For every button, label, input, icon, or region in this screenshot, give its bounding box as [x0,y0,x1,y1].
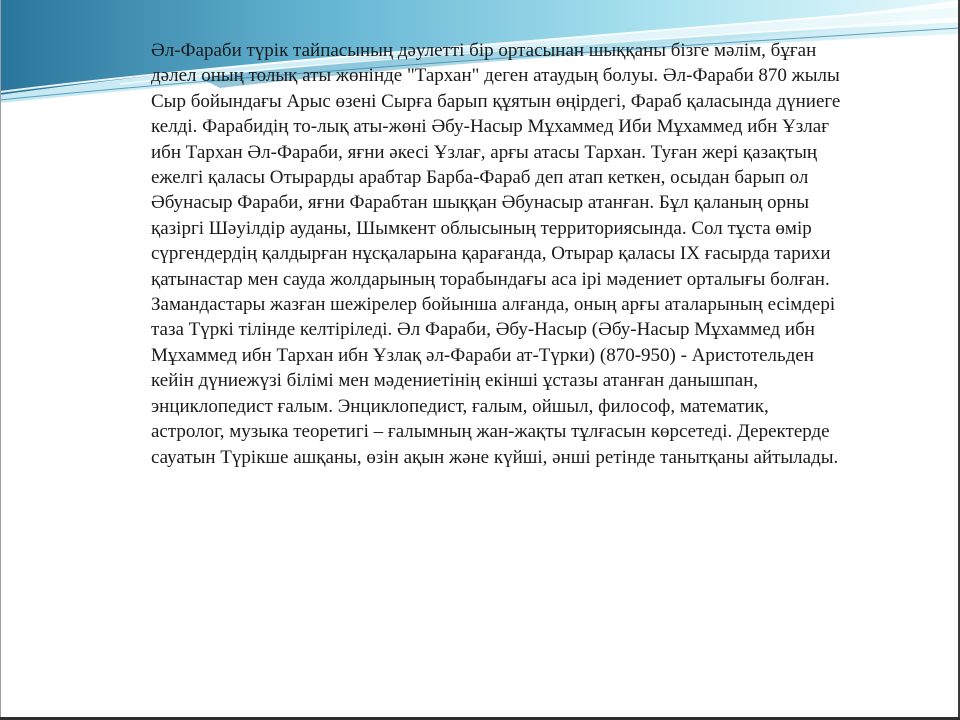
paragraph-line: Замандастары жазған шежірелер бойынша алғанда, оның арғы аталарының есімдері [151,294,836,316]
slide-left-border [0,0,1,720]
paragraph-line: ежелгі қаласы Отырарды арабтар Барба-Фараб деп атап кеткен, осыдан барып ол [151,167,809,189]
paragraph-line: қатынастар мен сауда жолдарының торабындағы аса ірі мәдениет орталығы болған. [151,268,830,290]
paragraph-line: энциклопедист ғалым. Энциклопедист, ғалым, ойшыл, философ, математик, [151,395,769,417]
paragraph-line: астролог, музыка теоретигі – ғалымның жан-жақты тұлғасын көрсетеді. Деректерде [151,421,830,443]
paragraph-line: сүргендердің қалдырған нұсқаларына қарағанда, Отырар қаласы IX ғасырда тарихи [151,243,831,265]
paragraph-line: кейін дүниежүзі білімі мен мәдениетінің екінші ұстазы атанған данышпан, [151,370,759,392]
paragraph-line: сауатын Түрікше ашқаны, өзін ақын және күйші, әнші ретінде танытқаны айтылады. [151,446,839,468]
paragraph-line: келді. Фарабидің то-лық аты-жөні Әбу-Насыр Мұхаммед Иби Мұхаммед ибн Ұзлағ [151,116,829,138]
paragraph-line: Әл-Фараби түрік тайпасының дәулетті бір ортасынан шыққаны бізге мәлім, бұған [151,40,817,61]
paragraph-line: қазіргі Шәуілдір ауданы, Шымкент облысының территориясында. Сол тұста өмір [151,217,812,239]
paragraph-line: Әбунасыр Фараби, яғни Фарабтан шыққан Әбунасыр атанған. Бұл қаланың орны [151,192,810,214]
paragraph-line: Сыр бойындағы Арыс өзені Сырға барып құятын өңірдегі, Фараб қаласында дүниеге [151,90,841,112]
paragraph-line: ибн Тархан Әл-Фараби, яғни әкесі Ұзлағ, арғы атасы Тархан. Туған жері қазақтың [151,141,818,163]
main-paragraph [151,38,931,470]
paragraph-line: таза Түркі тілінде келтіріледі. Әл Фараби, Әбу-Насыр (Әбу-Насыр Мұхаммед ибн [151,319,815,341]
paragraph-line: дәлел оның толық аты жөнінде "Тархан" деген атаудың болуы. Әл-Фараби 870 жылы [151,65,840,87]
paragraph-line: Мұхаммед ибн Тархан ибн Ұзлақ әл-Фараби ат-Түрки) (870-950) - Аристотельден [151,344,814,366]
